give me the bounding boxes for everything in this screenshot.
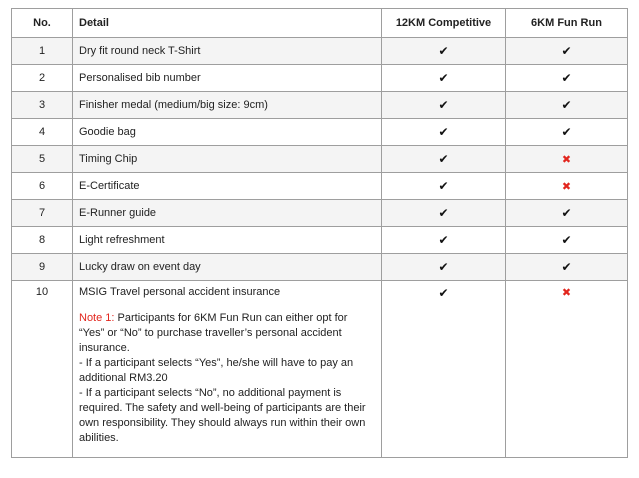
cell-6km (506, 146, 628, 173)
table-row (12, 173, 628, 200)
check-icon: ✔ (561, 98, 572, 112)
cell-6km (506, 65, 628, 92)
note-line-yes: - If a participant selects “Yes”, he/she will have to pay an additional RM3.20 (79, 357, 354, 384)
check-icon: ✔ (438, 286, 449, 300)
cell-12km (382, 146, 506, 173)
cell-12km (382, 38, 506, 65)
check-icon: ✔ (438, 71, 449, 85)
check-icon: ✔ (561, 71, 572, 85)
cell-6km (506, 200, 628, 227)
cell-6km (506, 227, 628, 254)
table-row (12, 119, 628, 146)
check-icon: ✔ (438, 206, 449, 220)
cell-6km (506, 119, 628, 146)
header-row (12, 9, 628, 38)
check-icon: ✔ (438, 179, 449, 193)
table-row (12, 65, 628, 92)
note-paragraph (79, 311, 375, 356)
row-number: 4 (12, 119, 73, 146)
check-icon: ✔ (561, 233, 572, 247)
table-row (12, 200, 628, 227)
header-detail: Detail (73, 9, 382, 38)
header-12km: 12KM Competitive (382, 9, 506, 38)
cell-12km (382, 227, 506, 254)
row-number: 2 (12, 65, 73, 92)
row-detail: Goodie bag (73, 119, 382, 146)
row-detail: Finisher medal (medium/big size: 9cm) (73, 92, 382, 119)
cell-6km (506, 92, 628, 119)
row-detail-cell (73, 281, 382, 458)
row-number: 8 (12, 227, 73, 254)
check-icon: ✔ (561, 125, 572, 139)
row-detail: Personalised bib number (73, 65, 382, 92)
cell-12km (382, 119, 506, 146)
check-icon: ✔ (438, 125, 449, 139)
cell-12km (382, 200, 506, 227)
row-detail: Light refreshment (73, 227, 382, 254)
cross-icon: ✖ (561, 153, 572, 166)
cell-12km (382, 65, 506, 92)
note-block (79, 311, 375, 446)
row-number: 6 (12, 173, 73, 200)
row-number: 1 (12, 38, 73, 65)
row-detail: E-Certificate (73, 173, 382, 200)
check-icon: ✔ (561, 260, 572, 274)
header-6km: 6KM Fun Run (506, 9, 628, 38)
row-number: 9 (12, 254, 73, 281)
table-row (12, 38, 628, 65)
check-icon: ✔ (438, 44, 449, 58)
row-detail: E-Runner guide (73, 200, 382, 227)
cell-12km (382, 173, 506, 200)
check-icon: ✔ (438, 152, 449, 166)
row-number: 10 (12, 281, 73, 458)
table-row (12, 227, 628, 254)
table-row (12, 146, 628, 173)
check-icon: ✔ (438, 260, 449, 274)
check-icon: ✔ (438, 233, 449, 247)
row-number: 5 (12, 146, 73, 173)
cell-6km (506, 254, 628, 281)
row-detail: MSIG Travel personal accident insurance (79, 286, 281, 298)
check-icon: ✔ (438, 98, 449, 112)
row-detail: Timing Chip (73, 146, 382, 173)
check-icon: ✔ (561, 44, 572, 58)
row-detail: Lucky draw on event day (73, 254, 382, 281)
table-row (12, 281, 628, 458)
cell-12km (382, 281, 506, 458)
cell-6km (506, 38, 628, 65)
table-row (12, 92, 628, 119)
note-line-no: - If a participant selects “No”, no additional payment is required. The safety and well-being of participants are their own responsibility. They should always run within their own abilities. (79, 387, 366, 444)
cross-icon: ✖ (561, 180, 572, 193)
comparison-table (11, 8, 628, 458)
cell-6km (506, 173, 628, 200)
header-no: No. (12, 9, 73, 38)
row-number: 3 (12, 92, 73, 119)
table-row (12, 254, 628, 281)
note-text: Participants for 6KM Fun Run can either opt for “Yes” or “No” to purchase traveller’s personal accident insurance. (79, 312, 348, 354)
cell-12km (382, 254, 506, 281)
cell-6km (506, 281, 628, 458)
check-icon: ✔ (561, 206, 572, 220)
row-number: 7 (12, 200, 73, 227)
cell-12km (382, 92, 506, 119)
note-label: Note 1: (79, 312, 115, 324)
row-detail: Dry fit round neck T-Shirt (73, 38, 382, 65)
cross-icon: ✖ (561, 287, 572, 299)
